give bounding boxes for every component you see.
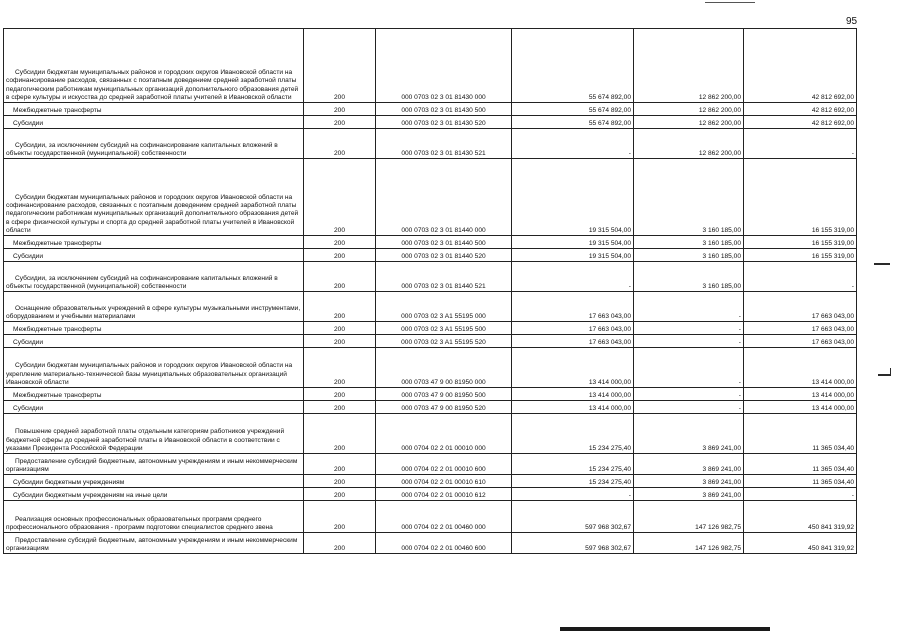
row-code: 000 0704 02 2 01 00010 612 <box>376 488 512 501</box>
row-executed: 3 160 185,00 <box>634 249 744 262</box>
row-unexecuted: 16 155 319,00 <box>744 249 857 262</box>
row-name: Субсидии бюджетам муниципальных районов и городских округов Ивановской области на софинансирование расходов, связанных с поэтапным доведением средней заработной платы педагогическим работникам муниципальных организаций дополнительного образования детей в сфере физической культуры и спорта до средней заработной платы учителей в Ивановской области <box>4 159 304 236</box>
row-code: 000 0703 47 9 00 81950 000 <box>376 348 512 388</box>
row-executed: 3 869 241,00 <box>634 488 744 501</box>
scan-mark <box>890 368 891 376</box>
row-code: 000 0703 02 3 01 81430 500 <box>376 103 512 116</box>
row-unexecuted: 16 155 319,00 <box>744 159 857 236</box>
row-unexecuted: 13 414 000,00 <box>744 348 857 388</box>
row-type: 200 <box>304 533 376 554</box>
row-approved: 19 315 504,00 <box>512 249 634 262</box>
table-row <box>4 401 857 414</box>
row-type: 200 <box>304 335 376 348</box>
row-name: Субсидии бюджетам муниципальных районов и городских округов Ивановской области на укрепление материально-технической базы муниципальных образовательных организаций Ивановской области <box>4 348 304 388</box>
row-approved: 597 968 302,67 <box>512 533 634 554</box>
row-type: 200 <box>304 454 376 475</box>
row-executed: - <box>634 335 744 348</box>
row-name: Субсидии <box>4 335 304 348</box>
row-name: Предоставление субсидий бюджетным, автономным учреждениям и иным некоммерческим организациям <box>4 454 304 475</box>
row-type: 200 <box>304 159 376 236</box>
row-approved: 13 414 000,00 <box>512 388 634 401</box>
row-approved: 15 234 275,40 <box>512 475 634 488</box>
row-executed: 147 126 982,75 <box>634 533 744 554</box>
table-row <box>4 414 857 454</box>
table-row <box>4 249 857 262</box>
row-name: Субсидии, за исключением субсидий на софинансирование капитальных вложений в объекты государственной (муниципальной) собственности <box>4 262 304 292</box>
row-code: 000 0703 02 3 01 81430 521 <box>376 129 512 159</box>
table-row <box>4 292 857 322</box>
row-executed: 3 869 241,00 <box>634 454 744 475</box>
table-row <box>4 488 857 501</box>
row-approved: - <box>512 488 634 501</box>
row-unexecuted: 450 841 319,92 <box>744 533 857 554</box>
budget-execution-table <box>3 28 857 554</box>
row-code: 000 0703 02 3 A1 55195 000 <box>376 292 512 322</box>
row-executed: 12 862 200,00 <box>634 116 744 129</box>
row-type: 200 <box>304 129 376 159</box>
table-row <box>4 29 857 103</box>
row-type: 200 <box>304 116 376 129</box>
row-code: 000 0703 02 3 01 81440 520 <box>376 249 512 262</box>
row-unexecuted: 11 365 034,40 <box>744 454 857 475</box>
row-name: Межбюджетные трансферты <box>4 322 304 335</box>
page-number: 95 <box>846 16 858 27</box>
row-approved: - <box>512 262 634 292</box>
row-type: 200 <box>304 475 376 488</box>
row-name: Субсидии <box>4 249 304 262</box>
row-approved: 19 315 504,00 <box>512 159 634 236</box>
row-type: 200 <box>304 348 376 388</box>
row-code: 000 0704 02 2 01 00460 000 <box>376 501 512 533</box>
row-type: 200 <box>304 501 376 533</box>
row-type: 200 <box>304 414 376 454</box>
table-row <box>4 236 857 249</box>
row-executed: - <box>634 322 744 335</box>
table-row <box>4 159 857 236</box>
row-name: Субсидии <box>4 401 304 414</box>
table-row <box>4 348 857 388</box>
row-name: Субсидии бюджетным учреждениям <box>4 475 304 488</box>
row-unexecuted: - <box>744 129 857 159</box>
row-name: Предоставление субсидий бюджетным, автономным учреждениям и иным некоммерческим организациям <box>4 533 304 554</box>
row-approved: 55 674 892,00 <box>512 29 634 103</box>
row-code: 000 0704 02 2 01 00010 610 <box>376 475 512 488</box>
row-unexecuted: 17 663 043,00 <box>744 322 857 335</box>
row-approved: 15 234 275,40 <box>512 414 634 454</box>
row-name: Оснащение образовательных учреждений в сфере культуры музыкальными инструментами, оборудованием и учебными материалами <box>4 292 304 322</box>
table-row <box>4 335 857 348</box>
table-row <box>4 388 857 401</box>
row-unexecuted: 17 663 043,00 <box>744 335 857 348</box>
row-name: Повышение средней заработной платы отдельным категориям работников учреждений бюджетной сферы до средней заработной платы в Ивановской области в соответствии с указами Президента Российской Федерации <box>4 414 304 454</box>
table-row <box>4 454 857 475</box>
row-code: 000 0703 02 3 01 81440 000 <box>376 159 512 236</box>
table-row <box>4 501 857 533</box>
row-type: 200 <box>304 103 376 116</box>
row-unexecuted: 42 812 692,00 <box>744 116 857 129</box>
table-row <box>4 262 857 292</box>
row-unexecuted: 11 365 034,40 <box>744 475 857 488</box>
table-row <box>4 129 857 159</box>
row-code: 000 0703 02 3 01 81430 520 <box>376 116 512 129</box>
row-code: 000 0704 02 2 01 00010 000 <box>376 414 512 454</box>
row-name: Субсидии бюджетным учреждениям на иные цели <box>4 488 304 501</box>
table-row <box>4 116 857 129</box>
row-unexecuted: - <box>744 262 857 292</box>
row-name: Субсидии, за исключением субсидий на софинансирование капитальных вложений в объекты государственной (муниципальной) собственности <box>4 129 304 159</box>
table-row <box>4 533 857 554</box>
row-name: Межбюджетные трансферты <box>4 103 304 116</box>
row-approved: 13 414 000,00 <box>512 401 634 414</box>
row-approved: 17 663 043,00 <box>512 335 634 348</box>
row-approved: 55 674 892,00 <box>512 116 634 129</box>
row-type: 200 <box>304 388 376 401</box>
row-code: 000 0703 47 9 00 81950 520 <box>376 401 512 414</box>
scan-mark <box>874 263 890 265</box>
row-code: 000 0704 02 2 01 00010 600 <box>376 454 512 475</box>
row-approved: 55 674 892,00 <box>512 103 634 116</box>
row-approved: 17 663 043,00 <box>512 322 634 335</box>
row-code: 000 0703 47 9 00 81950 500 <box>376 388 512 401</box>
row-code: 000 0703 02 3 A1 55195 500 <box>376 322 512 335</box>
row-approved: 597 968 302,67 <box>512 501 634 533</box>
row-executed: 3 869 241,00 <box>634 475 744 488</box>
table-row <box>4 322 857 335</box>
row-code: 000 0703 02 3 A1 55195 520 <box>376 335 512 348</box>
row-approved: - <box>512 129 634 159</box>
row-unexecuted: 16 155 319,00 <box>744 236 857 249</box>
row-executed: 3 160 185,00 <box>634 262 744 292</box>
row-executed: - <box>634 388 744 401</box>
table-row <box>4 103 857 116</box>
row-executed: 12 862 200,00 <box>634 29 744 103</box>
row-name: Реализация основных профессиональных образовательных программ среднего профессионального образования - программ подготовки специалистов среднего звена <box>4 501 304 533</box>
row-approved: 15 234 275,40 <box>512 454 634 475</box>
row-type: 200 <box>304 249 376 262</box>
row-type: 200 <box>304 262 376 292</box>
row-approved: 13 414 000,00 <box>512 348 634 388</box>
row-type: 200 <box>304 292 376 322</box>
row-unexecuted: 42 812 692,00 <box>744 103 857 116</box>
row-executed: - <box>634 292 744 322</box>
row-code: 000 0704 02 2 01 00460 600 <box>376 533 512 554</box>
row-name: Межбюджетные трансферты <box>4 388 304 401</box>
scan-rule <box>705 2 755 3</box>
row-executed: 3 160 185,00 <box>634 159 744 236</box>
row-unexecuted: 13 414 000,00 <box>744 401 857 414</box>
row-code: 000 0703 02 3 01 81430 000 <box>376 29 512 103</box>
row-approved: 17 663 043,00 <box>512 292 634 322</box>
row-code: 000 0703 02 3 01 81440 521 <box>376 262 512 292</box>
row-executed: 147 126 982,75 <box>634 501 744 533</box>
row-executed: 3 160 185,00 <box>634 236 744 249</box>
row-approved: 19 315 504,00 <box>512 236 634 249</box>
row-unexecuted: 42 812 692,00 <box>744 29 857 103</box>
table-row <box>4 475 857 488</box>
row-type: 200 <box>304 29 376 103</box>
row-name: Субсидии бюджетам муниципальных районов и городских округов Ивановской области на софинансирование расходов, связанных с поэтапным доведением средней заработной платы педагогическим работникам муниципальных организаций дополнительного образования детей в сфере культуры и искусства до средней заработной платы учителей в Ивановской области <box>4 29 304 103</box>
row-unexecuted: 450 841 319,92 <box>744 501 857 533</box>
row-type: 200 <box>304 488 376 501</box>
row-unexecuted: 13 414 000,00 <box>744 388 857 401</box>
row-name: Межбюджетные трансферты <box>4 236 304 249</box>
row-type: 200 <box>304 322 376 335</box>
row-unexecuted: - <box>744 488 857 501</box>
row-name: Субсидии <box>4 116 304 129</box>
row-executed: - <box>634 348 744 388</box>
row-type: 200 <box>304 236 376 249</box>
row-executed: - <box>634 401 744 414</box>
row-unexecuted: 17 663 043,00 <box>744 292 857 322</box>
row-executed: 3 869 241,00 <box>634 414 744 454</box>
row-type: 200 <box>304 401 376 414</box>
row-executed: 12 862 200,00 <box>634 129 744 159</box>
row-code: 000 0703 02 3 01 81440 500 <box>376 236 512 249</box>
row-unexecuted: 11 365 034,40 <box>744 414 857 454</box>
row-executed: 12 862 200,00 <box>634 103 744 116</box>
scan-edge-bar <box>560 627 770 631</box>
